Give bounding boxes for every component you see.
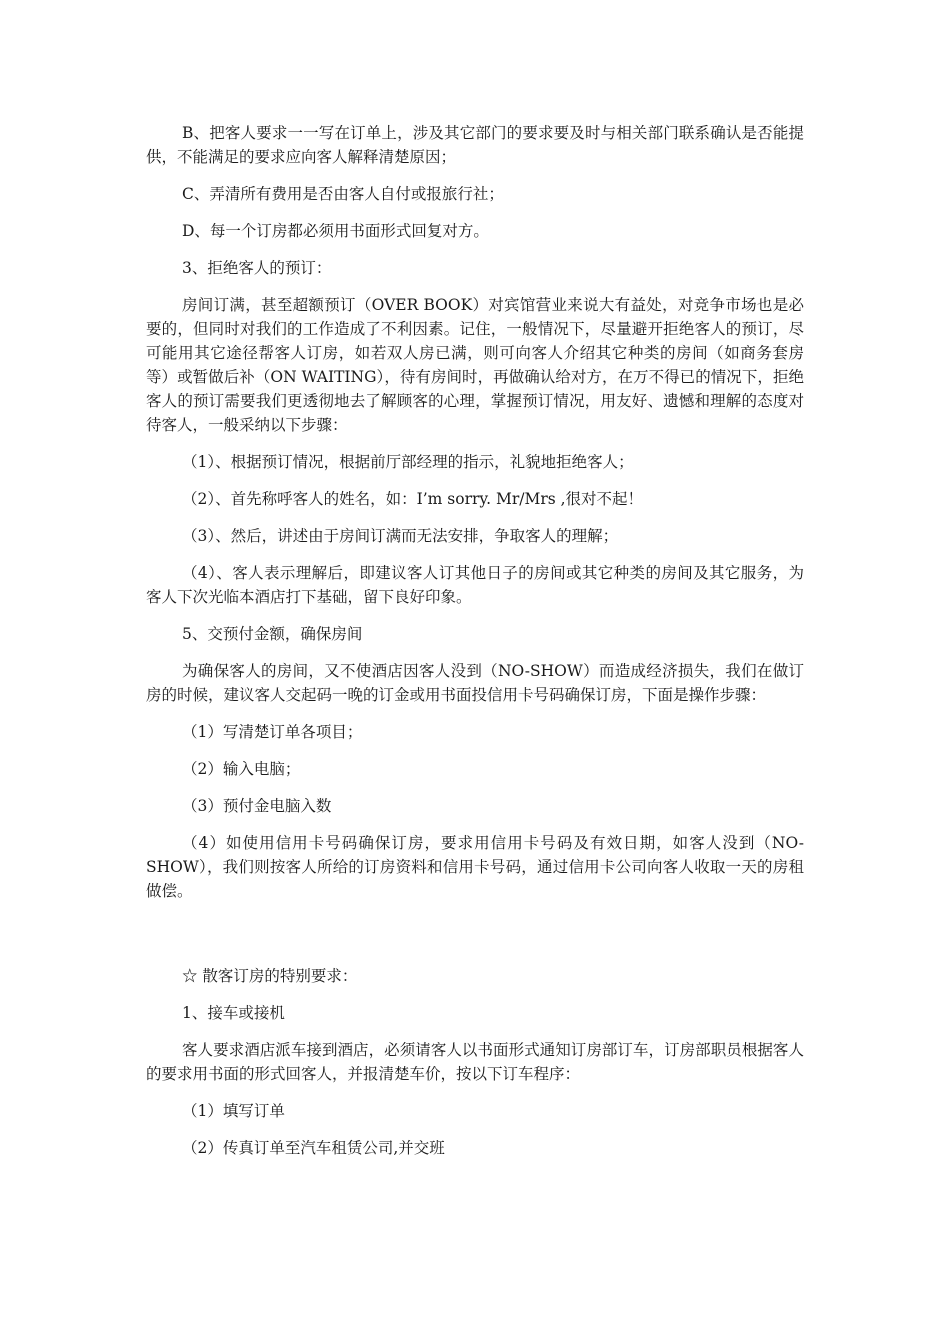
- heading-pickup: 1、接车或接机: [182, 1004, 285, 1022]
- refuse-step-2: （2）、首先称呼客人的姓名，如：I’m sorry. Mr/Mrs ,很对不起！: [182, 490, 644, 508]
- paragraph-b-requirements: B、把客人要求一一写在订单上，涉及其它部门的要求要及时与相关部门联系确认是否能提供，不能满足的要求应向客人解释清楚原因；: [146, 124, 804, 166]
- heading-refuse-booking: 3、拒绝客人的预订：: [182, 259, 332, 277]
- document-body: [146, 121, 804, 1173]
- deposit-step-4: （4）如使用信用卡号码确保订房，要求用信用卡号码及有效日期，如客人没到（NO-SHOW），我们则按客人所给的订房资料和信用卡号码，通过信用卡公司向客人收取一天的房租做偿。: [146, 834, 804, 900]
- section-spacer: [146, 916, 804, 964]
- refuse-step-4: （4）、客人表示理解后，即建议客人订其他日子的房间或其它种类的房间及其它服务，为客人下次光临本酒店打下基础，留下良好印象。: [146, 564, 804, 606]
- deposit-step-1: （1）写清楚订单各项目；: [182, 723, 363, 741]
- pickup-step-1: （1）填写订单: [182, 1102, 285, 1120]
- deposit-step-3: （3）预付金电脑入数: [182, 797, 332, 815]
- heading-deposit: 5、交预付金额，确保房间: [182, 625, 363, 643]
- refuse-step-3: （3）、然后，讲述由于房间订满而无法安排，争取客人的理解；: [182, 527, 619, 545]
- refuse-step-1: （1）、根据预订情况，根据前厅部经理的指示，礼貌地拒绝客人；: [182, 453, 634, 471]
- paragraph-overbook: 房间订满，甚至超额预订（OVER BOOK）对宾馆营业来说大有益处，对竞争市场也是必要的，但同时对我们的工作造成了不利因素。记住，一般情况下，尽量避开拒绝客人的预订，尽可能用其它途径帮客人订房，如若双人房已满，则可向客人介绍其它种类的房间（如商务套房等）或暂做后补（ON WAITING），待有房间时，再做确认给对方，在万不得已的情况下，拒绝客人的预订需要我们更透彻地去了解顾客的心理，掌握预订情况，用友好、遗憾和理解的态度对待客人，一般采纳以下步骤：: [146, 296, 804, 434]
- paragraph-c-fees: C、弄清所有费用是否由客人自付或报旅行社；: [182, 185, 504, 203]
- paragraph-deposit: 为确保客人的房间，又不使酒店因客人没到（NO-SHOW）而造成经济损失，我们在做订房的时候，建议客人交起码一晚的订金或用书面投信用卡号码确保订房，下面是操作步骤：: [146, 662, 804, 704]
- paragraph-pickup: 客人要求酒店派车接到酒店，必须请客人以书面形式通知订房部订车，订房部职员根据客人的要求用书面的形式回客人，并报清楚车价，按以下订车程序：: [146, 1041, 804, 1083]
- heading-special-requirements: ☆ 散客订房的特别要求：: [182, 967, 358, 985]
- deposit-step-2: （2）输入电脑；: [182, 760, 301, 778]
- paragraph-d-reply: D、每一个订房都必须用书面形式回复对方。: [182, 222, 489, 240]
- pickup-step-2: （2）传真订单至汽车租赁公司,并交班: [182, 1139, 445, 1157]
